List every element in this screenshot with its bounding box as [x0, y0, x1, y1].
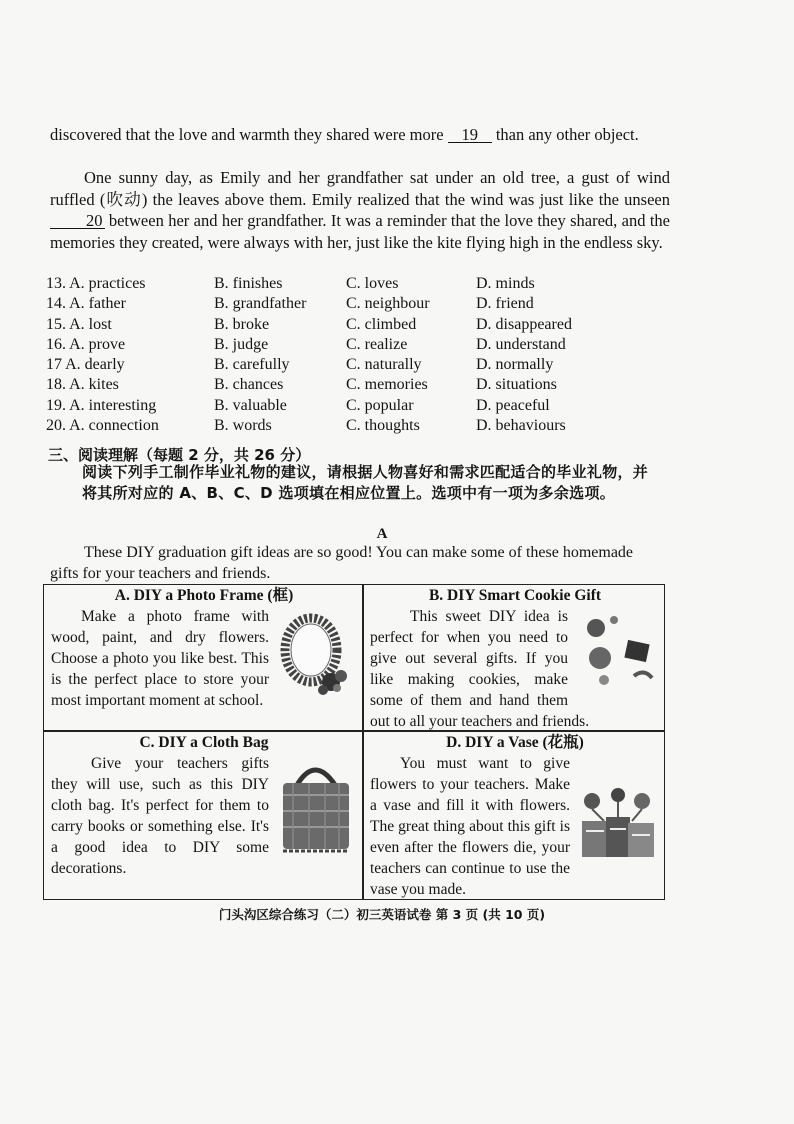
option-b: B. valuable: [214, 396, 287, 414]
section-instructions: 阅读下列手工制作毕业礼物的建议，请根据人物喜好和需求匹配适合的毕业礼物，并将其所对应的 A、B、C、D 选项填在相应位置上。选项中有一项为多余选项。: [82, 463, 649, 502]
option-b: B. carefully: [214, 356, 290, 374]
option-a: 17 A. dearly: [46, 356, 125, 374]
card-title: D. DIY a Vase (花瓶): [446, 734, 584, 751]
option-c: C. realize: [346, 335, 408, 353]
card-cloth-bag: [51, 732, 357, 879]
option-c: C. loves: [346, 275, 399, 292]
cookies-image: [574, 608, 660, 692]
intro-text: These DIY graduation gift ideas are so good! You can make some of these homemade gifts for your teachers and friends.: [50, 544, 634, 582]
card-text: This sweet DIY idea is perfect for when you need to give out several gifts. If you like making cookies, make some of them and hand them out to all your teachers and friends.: [370, 608, 590, 730]
card-text: You must want to give flowers to your teachers. Make a vase and fill it with flowers. The great thing about this gift is even after the flowers die, your teachers can continue to use the vase you made.: [370, 755, 570, 898]
passage-text: than any other object.: [491, 125, 639, 144]
option-a: 18. A. kites: [46, 376, 119, 394]
option-c: C. popular: [346, 396, 414, 414]
option-d: D. behaviours: [476, 417, 566, 435]
card-text: Give your teachers gifts they will use, such as this DIY cloth bag. It's perfect for them to carry books or something else. It's a good idea to DIY some decorations.: [51, 755, 269, 877]
option-c: C. memories: [346, 376, 428, 394]
card-body: [51, 606, 357, 711]
option-a: 19. A. interesting: [46, 396, 157, 414]
option-c: C. thoughts: [346, 417, 420, 435]
option-a: 16. A. prove: [46, 335, 126, 353]
option-b: B. judge: [214, 335, 269, 353]
card-vase: [370, 732, 660, 900]
option-row: [46, 335, 606, 355]
option-d: D. situations: [476, 376, 557, 394]
blank-19: 19: [448, 127, 492, 143]
part-label: A: [376, 526, 388, 542]
option-row: [46, 396, 606, 416]
card-body: [370, 753, 660, 900]
passage-text: One sunny day, as Emily and her grandfather sat under an old tree, a gust of wind ruffled (吹动) the leaves above them. Emily realized that the wind was just like the unseen: [50, 168, 670, 209]
passage-paragraph-1: [50, 124, 670, 146]
page-footer: 门头沟区综合练习（二）初三英语试卷 第 3 页 (共 10 页): [218, 907, 546, 922]
photo-frame-image: [275, 612, 357, 700]
passage-paragraph-2: [50, 167, 670, 253]
card-text: Make a photo frame with wood, paint, and dry flowers. Choose a photo you like best. This is the perfect place to store your most important moment at school.: [51, 608, 269, 709]
option-row: [46, 375, 606, 395]
option-c: C. climbed: [346, 315, 417, 333]
option-a: 20. A. connection: [46, 417, 159, 435]
option-a: 15. A. lost: [46, 315, 112, 333]
option-row: [46, 416, 606, 436]
section-heading: 三、阅读理解（每题 2 分，共 26 分）: [48, 446, 311, 464]
option-b: B. finishes: [214, 275, 283, 292]
option-d: D. understand: [476, 335, 566, 353]
option-row: [46, 355, 606, 375]
option-a: 14. A. father: [46, 295, 126, 313]
option-c: C. naturally: [346, 356, 422, 374]
option-a: 13. A. practices: [46, 275, 146, 292]
option-row: [46, 294, 606, 314]
divider: [362, 585, 364, 899]
passage-text: discovered that the love and warmth they shared were more: [50, 125, 448, 144]
card-title: B. DIY Smart Cookie Gift: [428, 587, 602, 604]
card-body: [51, 753, 357, 879]
option-d: D. disappeared: [476, 315, 572, 333]
option-row: [46, 315, 606, 335]
option-d: D. minds: [476, 275, 535, 292]
passage-text: between her and her grandfather. It was a reminder that the love they shared, and the memories they created, were always with her, just like the kite flying high in the endless sky.: [50, 211, 670, 252]
card-cookie-gift: [370, 585, 660, 732]
option-d: D. peaceful: [476, 396, 550, 414]
card-title: A. DIY a Photo Frame (框): [114, 587, 294, 604]
card-title: C. DIY a Cloth Bag: [139, 734, 269, 751]
option-row: [46, 274, 606, 294]
option-b: B. chances: [214, 376, 284, 394]
option-d: D. friend: [476, 295, 534, 313]
card-photo-frame: [51, 585, 357, 711]
options-list: [46, 274, 606, 436]
gift-ideas-table: [43, 584, 665, 900]
blank-20: 20: [50, 213, 105, 229]
option-d: D. normally: [476, 356, 554, 374]
option-b: B. words: [214, 417, 272, 435]
reading-intro: [50, 543, 650, 584]
card-body: [370, 606, 660, 732]
cloth-bag-image: [275, 755, 357, 865]
option-b: B. broke: [214, 315, 270, 333]
vase-image: [576, 787, 660, 863]
option-c: C. neighbour: [346, 295, 430, 313]
option-b: B. grandfather: [214, 295, 307, 313]
